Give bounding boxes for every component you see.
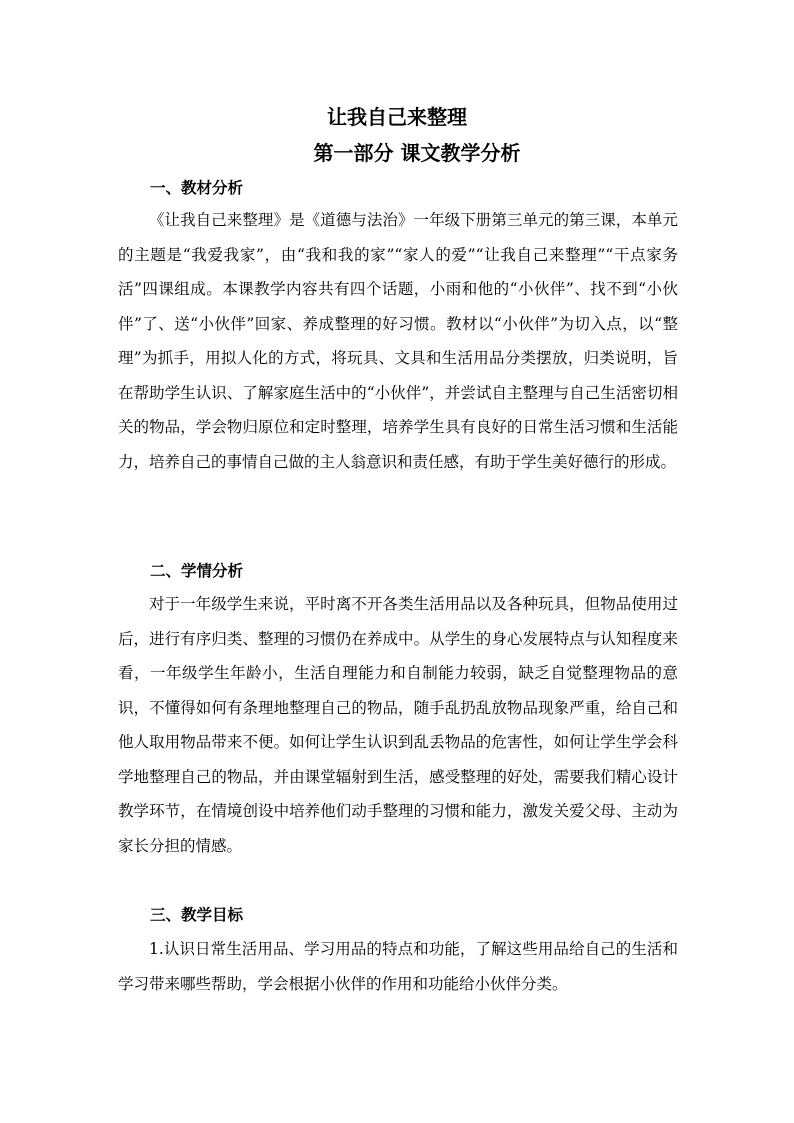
document-title: 让我自己来整理 [327, 105, 467, 129]
section-heading-teaching-goals: 三、教学目标 [150, 905, 244, 924]
section-body-textbook-analysis: 《让我自己来整理》是《道德与法治》一年级下册第三单元的第三课，本单元的主题是“我爱我家”，由“我和我的家”“家人的爱”“让我自己来整理”“干点家务活”四课组成。本课教学内容共有四个话题，小雨和他的“小伙伴”、找不到“小伙伴”了、送“小伙伴”回家、养成整理的好习惯。教材以“小伙伴”为切入点，以“整理”为抓手，用拟人化的方式，将玩具、文具和生活用品分类摆放，归类说明，旨在帮助学生认识、了解家庭生活中的“小伙伴”，并尝试自主整理与自己生活密切相关的物品，学会物归原位和定时整理，培养学生具有良好的日常生活习惯和生活能力，培养自己的事情自己做的主人翁意识和责任感，有助于学生美好德行的形成。 [118, 211, 678, 471]
section-heading-student-analysis: 二、学情分析 [150, 561, 244, 580]
section-body-teaching-goals: 1.认识日常生活用品、学习用品的特点和功能，了解这些用品给自己的生活和学习带来哪些帮助，学会根据小伙伴的作用和功能给小伙伴分类。 [118, 940, 678, 993]
section-heading-textbook-analysis: 一、教材分析 [150, 178, 244, 197]
document-subtitle: 第一部分 课文教学分析 [313, 141, 521, 165]
section-body-student-analysis: 对于一年级学生来说，平时离不开各类生活用品以及各种玩具，但物品使用过后，进行有序归类、整理的习惯仍在养成中。从学生的身心发展特点与认知程度来看，一年级学生年龄小，生活自理能力和自制能力较弱，缺乏自觉整理物品的意识，不懂得如何有条理地整理自己的物品，随手乱扔乱放物品现象严重，给自己和他人取用物品带来不便。如何让学生认识到乱丢物品的危害性，如何让学生学会科学地整理自己的物品，并由课堂辐射到生活，感受整理的好处，需要我们精心设计教学环节，在情境创设中培养他们动手整理的习惯和能力，激发关爱父母、主动为家长分担的情感。 [118, 595, 678, 855]
